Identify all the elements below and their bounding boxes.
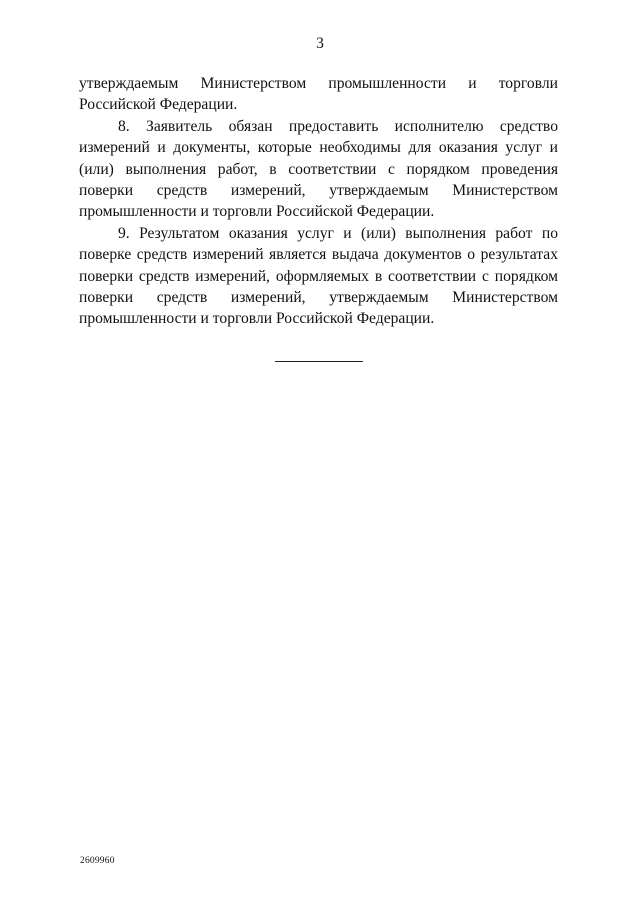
- paragraph-8: 8. Заявитель обязан предоставить исполнителю средство измерений и документы, которые необходимы для оказания услуг и (или) выполнения работ, в соответствии с порядком проведения поверки средств измерений, утверждаемым Министерством промышленности и торговли Российской Федерации.: [79, 117, 558, 221]
- paragraph-continuation: утверждаемым Министерством промышленности и торговли Российской Федерации.: [79, 75, 558, 114]
- paragraph-9: 9. Результатом оказания услуг и (или) выполнения работ по поверке средств измерений является выдача документов о результатах поверки средств измерений, оформляемых в соответствии с порядком поверки средств измерений, утверждаемым Министерством промышленности и торговли Российской Федерации.: [79, 224, 558, 328]
- end-of-text-separator: [275, 361, 363, 362]
- page-number: 3: [316, 35, 324, 52]
- document-code: 2609960: [80, 856, 115, 866]
- document-body: [79, 73, 558, 330]
